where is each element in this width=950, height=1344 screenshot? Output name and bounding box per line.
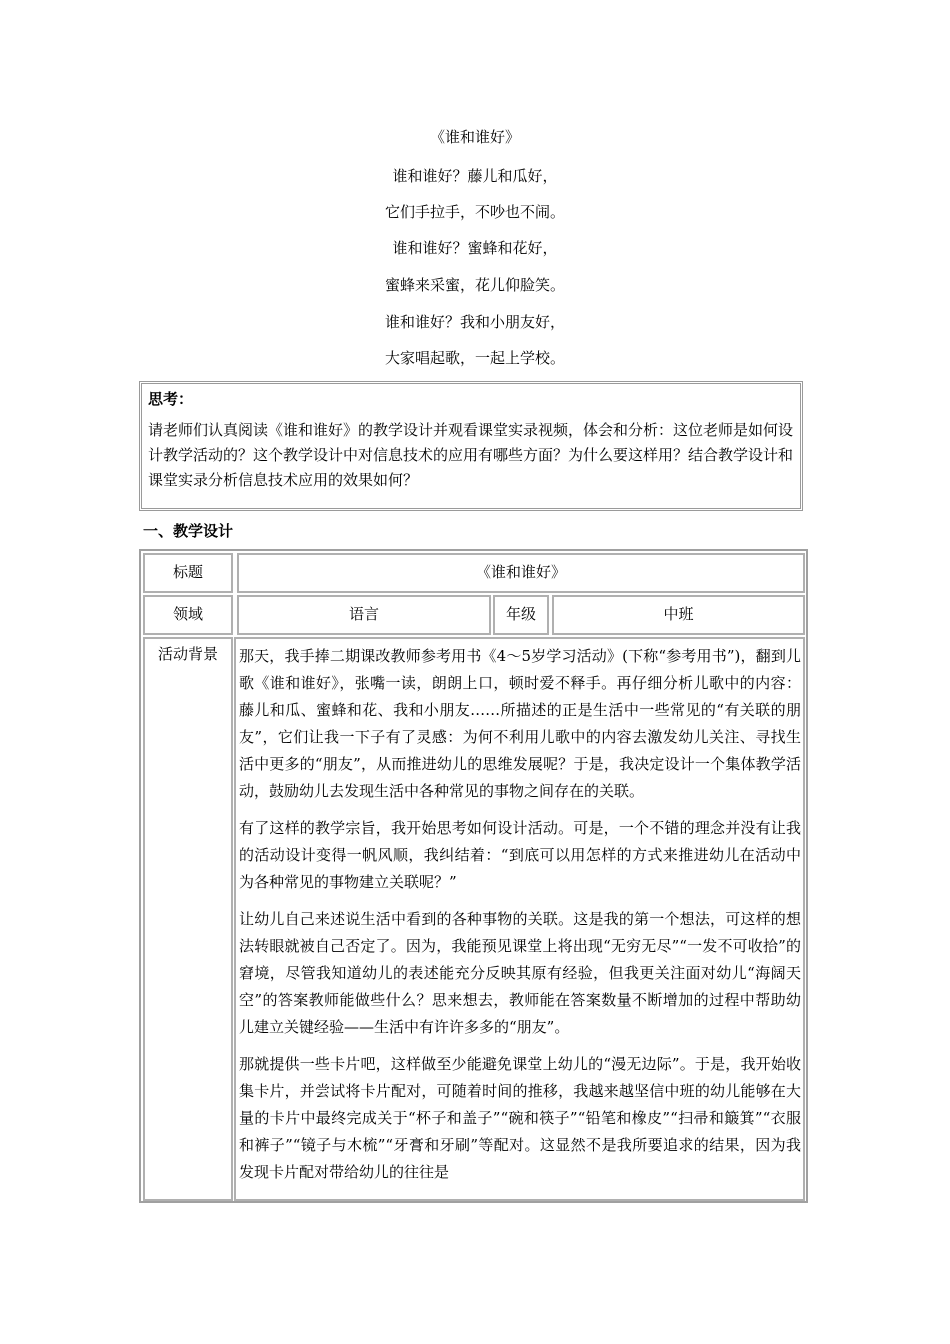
poem-line: 它们手拉手，不吵也不闹。 — [384, 203, 565, 221]
think-box — [139, 381, 803, 511]
domain-label-cell: 领域 — [143, 595, 233, 635]
title-label-cell: 标题 — [143, 553, 233, 593]
grade-value-cell: 中班 — [552, 595, 805, 635]
poem-line: 大家唱起歌，一起上学校。 — [384, 349, 565, 367]
background-content-cell — [234, 637, 805, 1201]
background-paragraph: 那天，我手捧二期课改教师参考用书《4～5岁学习活动》(下称“参考用书”)，翻到儿歌《谁和谁好》，张嘴一读，朗朗上口，顿时爱不释手。再仔细分析儿歌中的内容：藤儿和瓜、蜜蜂和花、我和小朋友……所描述的正是生活中一些常见的“有关联的朋友”，它们让我一下子有了灵感：为何不利用儿歌中的内容去激发幼儿关注、寻找生活中更多的“朋友”，从而推进幼儿的思维发展呢？于是，我决定设计一个集体教学活动，鼓励幼儿去发现生活中各种常见的事物之间存在的关联。 — [239, 647, 801, 800]
background-paragraph: 有了这样的教学宗旨，我开始思考如何设计活动。可是，一个不错的理念并没有让我的活动设计变得一帆风顺，我纠结着：“到底可以用怎样的方式来推进幼儿在活动中为各种常见的事物建立关联呢？” — [239, 819, 801, 891]
poem-line: 蜜蜂来采蜜，花儿仰脸笑。 — [384, 276, 565, 294]
poem-line: 谁和谁好？藤儿和瓜好， — [392, 167, 558, 185]
background-paragraph: 让幼儿自己来述说生活中看到的各种事物的关联。这是我的第一个想法，可这样的想法转眼就被自己否定了。因为，我能预见课堂上将出现“无穷无尽”“一发不可收拾”的窘境，尽管我知道幼儿的表述能充分反映其原有经验，但我更关注面对幼儿“海阔天空”的答案教师能做些什么？思来想去，教师能在答案数量不断增加的过程中帮助幼儿建立关键经验——生活中有许许多多的“朋友”。 — [239, 910, 801, 1036]
section-heading: 一、教学设计 — [143, 522, 234, 540]
think-title: 思考： — [148, 390, 194, 408]
background-label-cell: 活动背景 — [143, 637, 233, 1201]
title-value-cell: 《谁和谁好》 — [237, 553, 805, 593]
grade-label-cell: 年级 — [493, 595, 549, 635]
poem-line: 谁和谁好？蜜蜂和花好， — [392, 239, 558, 257]
background-paragraph: 那就提供一些卡片吧，这样做至少能避免课堂上幼儿的“漫无边际”。于是，我开始收集卡片，并尝试将卡片配对，可随着时间的推移，我越来越坚信中班的幼儿能够在大量的卡片中最终完成关于“杯子和盖子”“碗和筷子”“铅笔和橡皮”“扫帚和簸箕”“衣服和裤子”“镜子与木梳”“牙膏和牙刷”等配对。这显然不是我所要追求的结果，因为我发现卡片配对带给幼儿的往往是 — [239, 1055, 801, 1181]
poem-line: 谁和谁好？我和小朋友好， — [384, 313, 565, 331]
think-body: 请老师们认真阅读《谁和谁好》的教学设计并观看课堂实录视频，体会和分析：这位老师是如何设计教学活动的？这个教学设计中对信息技术的应用有哪些方面？为什么要这样用？结合教学设计和课堂实录分析信息技术应用的效果如何？ — [148, 421, 794, 489]
poem-title: 《谁和谁好》 — [429, 128, 520, 146]
domain-value-cell: 语言 — [237, 595, 491, 635]
